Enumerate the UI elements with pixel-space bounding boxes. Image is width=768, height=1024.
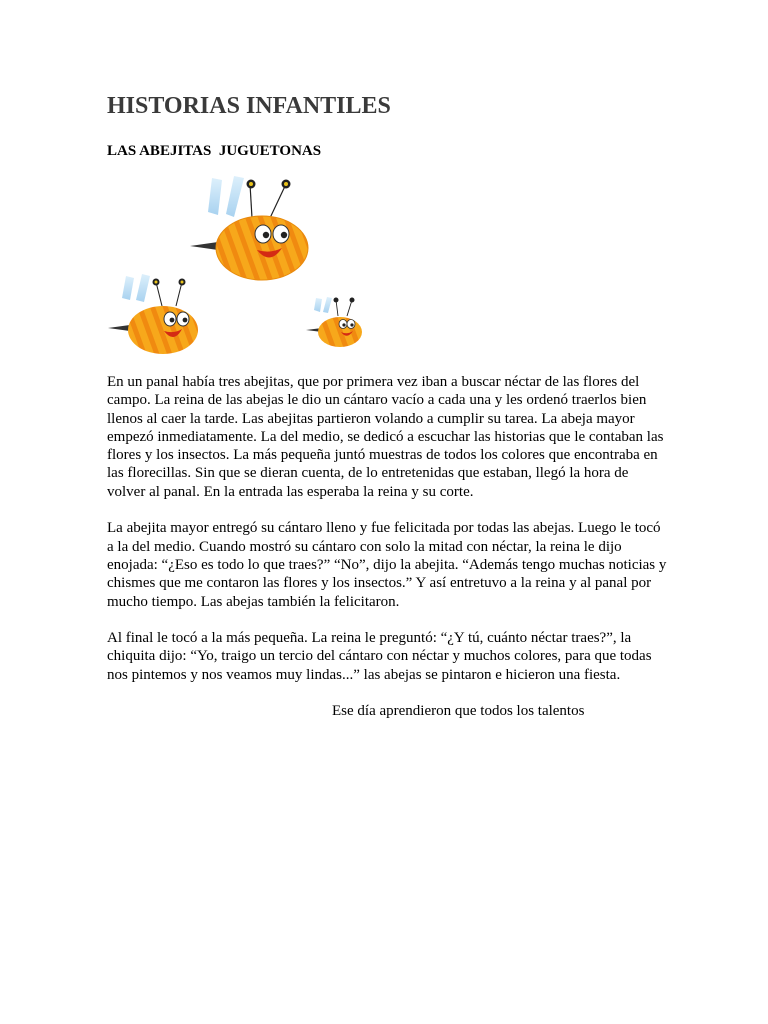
story-closing-line: Ese día aprendieron que todos los talentos <box>332 703 585 720</box>
medium-bee-icon <box>108 274 198 354</box>
story-body <box>107 373 667 721</box>
small-bee-icon <box>306 297 362 347</box>
document-title: HISTORIAS INFANTILES <box>107 93 391 119</box>
large-bee-icon <box>190 176 308 280</box>
story-paragraph-1: En un panal había tres abejitas, que por primera vez iban a buscar néctar de las flores del campo. La reina de las abejas le dio un cántaro vacío a cada una y les ordenó traerlos bien llenos al caer la tarde. Las abejitas partieron volando a cumplir su tarea. La abeja mayor empezó inmediatamente. La del medio, se dedicó a escuchar las historias que le contaban las flores y los insectos. La más pequeña juntó muestras de todos los colores que encontraba en las florecillas. Sin que se dieran cuenta, de lo entretenidas que estaban, llegó la hora de volver al panal. En la entrada las esperaba la reina y su corte. <box>107 374 664 500</box>
story-paragraph-2: La abejita mayor entregó su cántaro lleno y fue felicitada por todas las abejas. Luego le tocó a la del medio. Cuando mostró su cántaro con solo la mitad con néctar, la reina le dijo enojada: “¿Eso es todo lo que traes?” “No”, dijo la abejita. “Además tengo muchas noticias y chismes que me contaron las flores y los insectos.” Y así entretuvo a la reina y al panal por mucho tiempo. Las abejas también la felicitaron. <box>107 520 667 610</box>
bee-illustration <box>100 170 380 360</box>
story-paragraph-3: Al final le tocó a la más pequeña. La reina le preguntó: “¿Y tú, cuánto néctar traes?”, la chiquita dijo: “Yo, traigo un tercio del cántaro con néctar y muchos colores, para que todas nos pintemos y nos veamos muy lindas...” las abejas se pintaron e hicieron una fiesta. <box>107 630 652 683</box>
story-title: LAS ABEJITAS JUGUETONAS <box>107 143 322 159</box>
